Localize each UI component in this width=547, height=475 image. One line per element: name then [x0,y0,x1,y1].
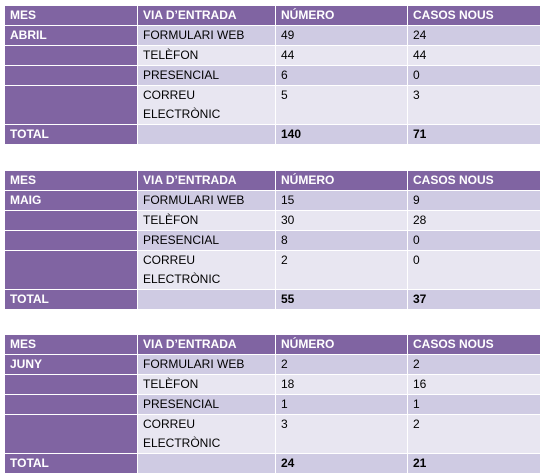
table-row [5,86,541,125]
total-row [5,454,541,474]
via-cell: CORREU ELECTRÒNIC [138,415,276,454]
via-cell: PRESENCIAL [138,66,276,86]
header-mes: MES [5,335,138,355]
casos-cell: 16 [408,375,541,395]
total-row [5,125,541,145]
total-casos: 37 [408,290,541,310]
header-row [5,171,541,191]
month-cell-empty [5,231,138,251]
table-row [5,251,541,290]
casos-cell: 0 [408,66,541,86]
header-mes: MES [5,6,138,26]
total-label: TOTAL [5,125,138,145]
month-cell-empty [5,251,138,290]
table-row [5,66,541,86]
table-row [5,46,541,66]
total-row [5,290,541,310]
header-numero: NÚMERO [276,171,408,191]
via-cell: FORMULARI WEB [138,191,276,211]
total-numero: 24 [276,454,408,474]
total-label: TOTAL [5,290,138,310]
month-cell-empty [5,395,138,415]
casos-cell: 9 [408,191,541,211]
numero-cell: 8 [276,231,408,251]
numero-cell: 18 [276,375,408,395]
numero-cell: 2 [276,251,408,290]
table-row [5,355,541,375]
month-cell-empty [5,211,138,231]
numero-cell: 30 [276,211,408,231]
via-cell: TELÈFON [138,211,276,231]
numero-cell: 3 [276,415,408,454]
header-via: VIA D’ENTRADA [138,335,276,355]
month-cell-empty [5,66,138,86]
total-casos: 21 [408,454,541,474]
total-casos: 71 [408,125,541,145]
via-cell: PRESENCIAL [138,395,276,415]
casos-cell: 2 [408,355,541,375]
month-cell: JUNY [5,355,138,375]
header-casos: CASOS NOUS [408,6,541,26]
total-label: TOTAL [5,454,138,474]
casos-cell: 3 [408,86,541,125]
numero-cell: 49 [276,26,408,46]
total-numero: 140 [276,125,408,145]
casos-cell: 0 [408,251,541,290]
month-cell: ABRIL [5,26,138,46]
table-row [5,415,541,454]
header-casos: CASOS NOUS [408,171,541,191]
table-row [5,191,541,211]
numero-cell: 5 [276,86,408,125]
total-via-empty [138,290,276,310]
casos-cell: 24 [408,26,541,46]
table-row [5,375,541,395]
header-row [5,6,541,26]
via-cell: CORREU ELECTRÒNIC [138,251,276,290]
header-mes: MES [5,171,138,191]
month-cell-empty [5,375,138,395]
header-numero: NÚMERO [276,335,408,355]
header-via: VIA D’ENTRADA [138,171,276,191]
total-via-empty [138,454,276,474]
month-cell-empty [5,86,138,125]
numero-cell: 15 [276,191,408,211]
table-row [5,395,541,415]
header-via: VIA D’ENTRADA [138,6,276,26]
casos-cell: 2 [408,415,541,454]
month-cell-empty [5,46,138,66]
casos-cell: 0 [408,231,541,251]
via-cell: PRESENCIAL [138,231,276,251]
month-cell-empty [5,415,138,454]
month-cell: MAIG [5,191,138,211]
table-row [5,211,541,231]
total-via-empty [138,125,276,145]
table-juny [4,334,541,474]
via-cell: TELÈFON [138,375,276,395]
casos-cell: 1 [408,395,541,415]
casos-cell: 44 [408,46,541,66]
header-numero: NÚMERO [276,6,408,26]
numero-cell: 6 [276,66,408,86]
total-numero: 55 [276,290,408,310]
via-cell: TELÈFON [138,46,276,66]
via-cell: FORMULARI WEB [138,355,276,375]
header-casos: CASOS NOUS [408,335,541,355]
numero-cell: 44 [276,46,408,66]
numero-cell: 1 [276,395,408,415]
casos-cell: 28 [408,211,541,231]
table-abril [4,5,541,145]
table-maig [4,170,541,310]
via-cell: CORREU ELECTRÒNIC [138,86,276,125]
header-row [5,335,541,355]
numero-cell: 2 [276,355,408,375]
table-row [5,231,541,251]
table-row [5,26,541,46]
via-cell: FORMULARI WEB [138,26,276,46]
